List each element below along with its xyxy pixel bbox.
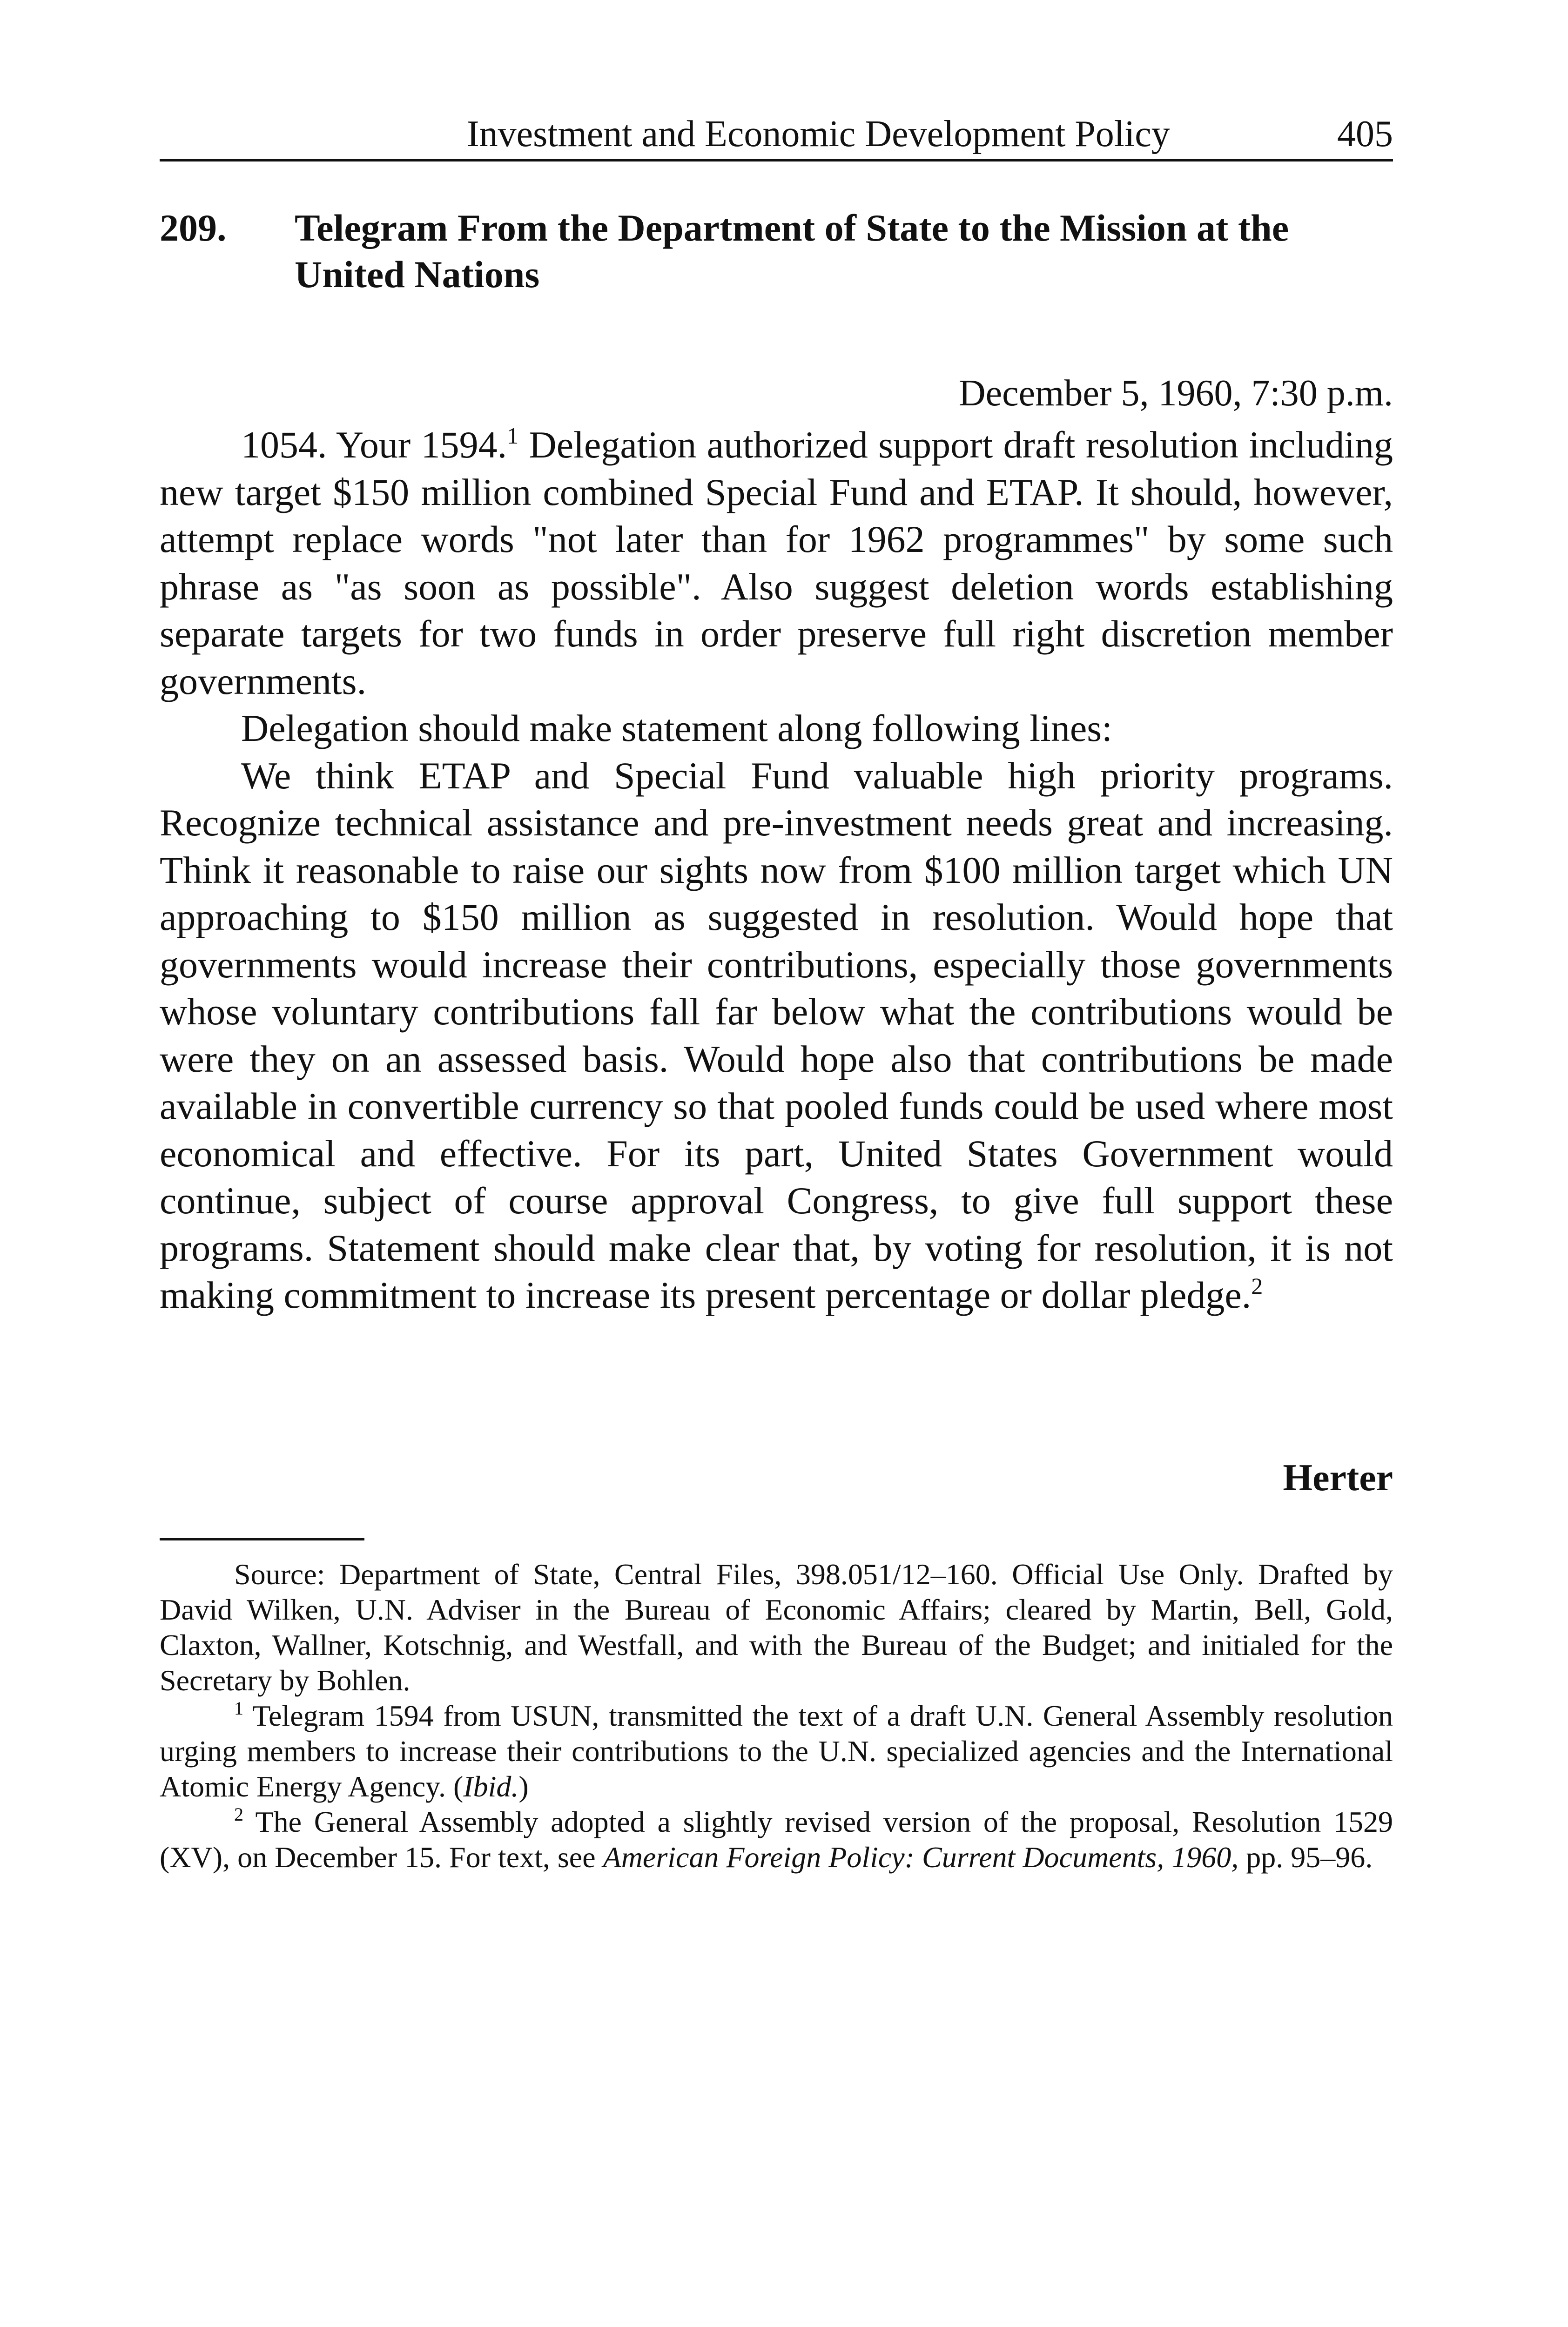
footnote-text: ) (518, 1770, 529, 1803)
footnote-text: pp. 95–96. (1238, 1841, 1373, 1874)
running-head (160, 108, 1393, 161)
footnote-divider (160, 1538, 364, 1540)
footnote-mark: 1 (234, 1698, 243, 1719)
signature: Herter (1283, 1456, 1393, 1499)
dateline: December 5, 1960, 7:30 p.m. (958, 373, 1393, 414)
body-paragraph-text: Delegation should make statement along following lines: (241, 707, 1112, 749)
document-page (160, 0, 1393, 2327)
footnote-italic: American Foreign Policy: Current Documents, 1960, (603, 1841, 1239, 1874)
body-paragraph-text: We think ETAP and Special Fund valuable high priority programs. Recognize technical assistance and pre-investment needs great and increasing. Think it reasonable to raise our sights now from $100 million target which UN approaching to $150 million as suggested in resolution. Would hope that governments would increase their contributions, especially those governments whose voluntary contributions fall far below what the contributions would be were they on an assessed basis. Would hope also that contributions be made available in convertible currency so that pooled funds could be used where most economical and effective. For its part, United States Government would continue, subject of course approval Congress, to give full support these programs. Statement should make clear that, by voting for resolution, it is not making commitment to increase its present percentage or dollar pledge. (160, 754, 1393, 1316)
footnote-reference: 1 (507, 423, 519, 449)
body-paragraph (160, 421, 1393, 705)
footnote-1 (160, 1698, 1393, 1804)
body-paragraph-text: Delegation authorized support draft resolution including new target $150 million combined Special Fund and ETAP. It should, however, attempt replace words "not later than for 1962 programmes" by some such phrase as "as soon as possible". Also suggest deletion words establishing separate targets for two funds in order preserve full right discretion member governments. (160, 424, 1393, 702)
body-paragraph (160, 705, 1393, 752)
document-number: 209. (160, 207, 227, 249)
footnote-2 (160, 1804, 1393, 1875)
document-title: Telegram From the Department of State to the Mission at the United Nations (295, 207, 1289, 296)
footnote-reference: 2 (1251, 1273, 1263, 1299)
telegram-body (160, 421, 1393, 1319)
running-head-title: Investment and Economic Development Policy (467, 114, 1170, 155)
footnote-mark: 2 (234, 1804, 243, 1825)
footnote-text: Source: Department of State, Central Files, 398.051/12–160. Official Use Only. Drafted by David Wilken, U.N. Adviser in the Bureau of Economic Affairs; cleared by Martin, Bell, Gold, Claxton, Wallner, Kotschnig, and Westfall, and with the Bureau of the Budget; and initialed for the Secretary by Bohlen. (160, 1558, 1393, 1697)
footnote-source (160, 1557, 1393, 1698)
body-paragraph (160, 752, 1393, 1319)
footnotes (160, 1557, 1393, 1875)
page-number: 405 (1337, 114, 1393, 155)
body-paragraph-text: 1054. Your 1594. (241, 424, 507, 466)
footnote-text: Telegram 1594 from USUN, transmitted the text of a draft U.N. General Assembly resolution urging members to increase their contributions to the U.N. specialized agencies and the International Atomic Energy Agency. ( (160, 1699, 1393, 1803)
footnote-italic: Ibid. (463, 1770, 519, 1803)
footnote-text: The General Assembly adopted a slightly revised version of the proposal, Resolution 1529 (XV), on December 15. For text, see (160, 1805, 1393, 1874)
